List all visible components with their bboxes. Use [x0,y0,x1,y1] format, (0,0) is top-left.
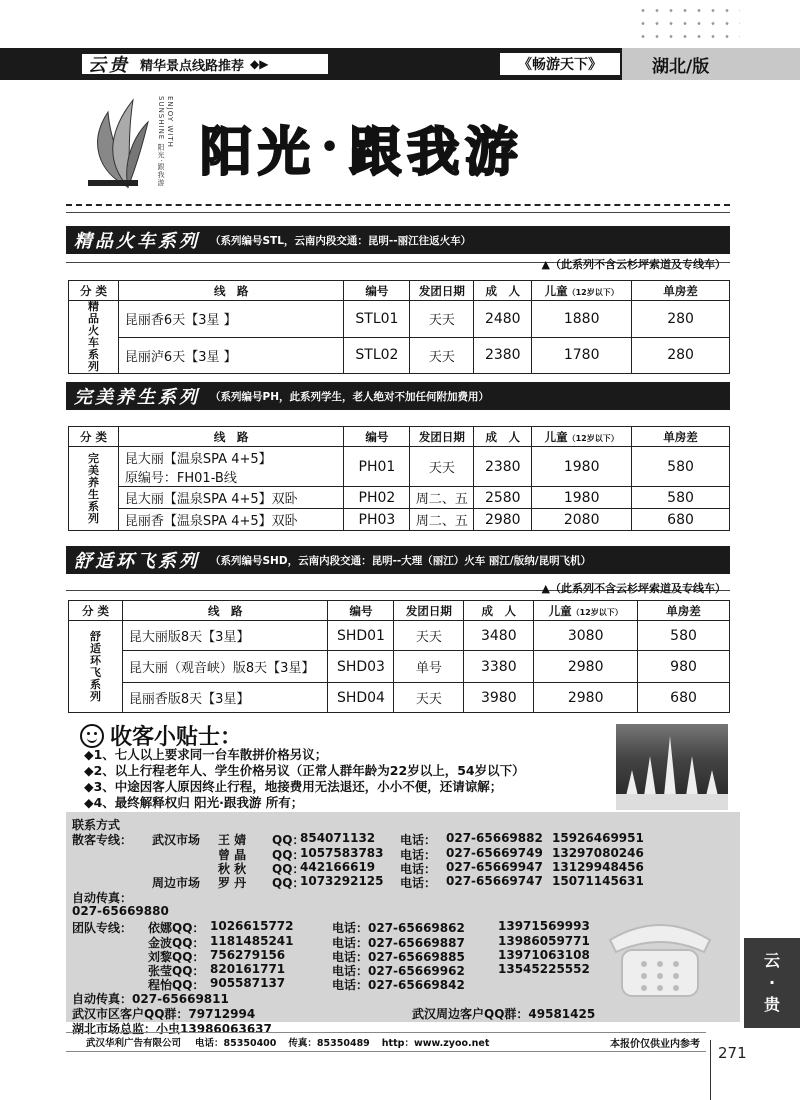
date-cell: 周二、五 [410,487,474,509]
adult-price: 3480 [464,621,534,651]
city-qq-group: 武汉市区客户QQ群：79712994 [72,1007,256,1021]
child-price: 1780 [532,337,632,374]
child-price: 2980 [534,683,638,713]
slogan-part-b: 跟我游 [349,121,524,183]
col-route: 线 路 [118,427,344,447]
team-qq: 756279156 [210,948,286,962]
child-price: 1880 [532,301,632,338]
col-code: 编号 [328,601,394,621]
section-desc: （系列编号PH，此系列学生，老人绝对不加任何附加费用） [210,390,489,403]
team-qq: 1026615772 [210,919,294,933]
brand-logo: 云贵 [88,55,130,76]
pagoda-spire [644,756,656,796]
flight-table [68,600,730,713]
code-cell: PH02 [344,487,410,509]
child-price: 3080 [534,621,638,651]
pagoda-base [616,794,728,810]
pagoda-spire [664,736,676,796]
brand-box [80,52,330,76]
agent-mobile: 15926469951 [552,831,644,845]
slogan-dot: • [320,129,346,165]
col-adult: 成 人 [464,601,534,621]
edition-label: 湖北/版 [622,48,800,80]
tip-item: ◆3、中途因客人原因终止行程，地接费用无法退还，小小不便，还请谅解； [84,779,503,794]
team-label: 团队专线： [72,921,133,935]
agent-mobile: 15071145631 [552,874,644,888]
magazine-title: 《畅游天下》 [500,53,620,75]
code-cell: SHD04 [328,683,394,713]
team-tel: 电话：027-65669862 [332,921,465,935]
wellness-table [68,426,730,531]
child-price: 2980 [534,651,638,683]
code-cell: STL01 [344,301,410,338]
route-cell: 昆大丽（观音峡）版8天【3星】 [122,651,328,683]
date-cell: 天天 [394,621,464,651]
team-agent: 刘黎QQ： [148,950,205,964]
tel-label: 电话： [400,848,437,862]
single-supplement: 680 [632,509,730,531]
footer [66,1032,706,1052]
date-cell: 单号 [394,651,464,683]
qq-label: QQ： [272,848,305,862]
col-adult: 成 人 [474,427,532,447]
section-name: 完美养生系列 [74,387,200,408]
col-date: 发团日期 [410,427,474,447]
brand-tagline: 精华景点线路推荐 [140,58,245,74]
col-category: 分 类 [69,281,119,301]
agent-qq: 854071132 [300,831,376,845]
brand-vertical-text: ENJOY WITH SUNSHINE 阳光·跟我游 [157,96,174,187]
slogan-title [200,112,730,182]
col-adult: 成 人 [474,281,532,301]
adult-price: 2980 [474,509,532,531]
child-price: 2080 [532,509,632,531]
side-tab-b: 贵 [763,995,780,1014]
date-cell: 天天 [410,337,474,374]
adult-price: 2580 [474,487,532,509]
category-cell: 舒适环飞系列 [69,621,123,713]
single-supplement: 980 [638,651,730,683]
periph-qq-group: 武汉周边客户QQ群：49581425 [412,1007,596,1021]
qq-label: QQ： [272,862,305,876]
agent-name: 秋 秋 [218,862,247,876]
adult-price: 2480 [474,301,532,338]
team-mobile: 13986059771 [498,934,590,948]
section-name: 精品火车系列 [74,231,200,252]
route-cell: 昆丽香【温泉SPA 4+5】双卧 [118,509,344,531]
retail-label: 散客专线： [72,833,133,847]
side-tab [744,938,800,1028]
telephone-icon [600,910,720,1000]
side-tab-dot: · [768,973,776,992]
smiley-icon [80,724,104,748]
tip-item: ◆4、最终解释权归 阳光·跟我游 所有； [84,795,304,810]
team-agent: 金波QQ： [148,936,205,950]
qq-label: QQ： [272,876,305,890]
team-tel: 电话：027-65669842 [332,978,465,992]
agent-qq: 1057583783 [300,846,384,860]
col-code: 编号 [344,281,410,301]
agent-tel: 027-65669749 [446,846,543,860]
divider [710,1040,711,1100]
route-cell: 昆大丽【温泉SPA 4+5】 原编号：FH01-B线 [118,447,344,487]
section-desc: （系列编号SHD，云南内段交通：昆明--大理（丽江）火车 丽江/版纳/昆明飞机） [210,554,592,567]
route-cell: 昆大丽版8天【3星】 [122,621,328,651]
tip-item: ◆1、七人以上要求同一台车散拼价格另议； [84,747,328,762]
single-supplement: 580 [632,447,730,487]
category-cell: 完美养生系列 [69,447,119,531]
wuhan-market-label: 武汉市场 [152,833,201,847]
team-agent: 张莹QQ： [148,964,205,978]
child-price: 1980 [532,447,632,487]
agent-tel: 027-65669882 [446,831,543,845]
section-header-train [66,226,730,254]
single-supplement: 280 [632,337,730,374]
col-child: 儿童（12岁以下） [532,427,632,447]
col-child: 儿童（12岁以下） [532,281,632,301]
col-route: 线 路 [122,601,328,621]
code-cell: PH03 [344,509,410,531]
slogan-part-a: 阳光 [200,121,317,183]
section-header-wellness [66,382,730,410]
col-single: 单房差 [632,281,730,301]
team-mobile: 13971569993 [498,919,590,933]
qq-label: QQ： [272,833,305,847]
adult-price: 3380 [464,651,534,683]
agent-qq: 1073292125 [300,874,384,888]
agent-name: 罗 丹 [218,876,247,890]
fax-label: 自动传真：027-65669811 [72,992,229,1006]
team-tel: 电话：027-65669962 [332,964,465,978]
section-note: ▲（此系列不含云杉坪索道及专线车） [541,258,726,271]
child-price: 1980 [532,487,632,509]
col-child: 儿童（12岁以下） [534,601,638,621]
agent-name: 曾 晶 [218,848,247,862]
footer-web: http：www.zyoo.net [381,1038,490,1049]
category-cell: 精品火车系列 [69,301,119,374]
diamond-arrow-icon: ◆▶ [250,57,269,71]
team-agent: 程怡QQ： [148,978,205,992]
code-cell: SHD03 [328,651,394,683]
team-agent: 依娜QQ： [148,921,205,935]
date-cell: 天天 [394,683,464,713]
tel-label: 电话： [400,833,437,847]
fax-label: 自动传真： [72,891,133,905]
col-single: 单房差 [632,427,730,447]
team-mobile: 13545225552 [498,962,590,976]
team-tel: 电话：027-65669887 [332,936,465,950]
fax-number: 027-65669811 [132,992,229,1006]
team-tel: 电话：027-65669885 [332,950,465,964]
date-cell: 周二、五 [410,509,474,531]
agent-mobile: 13297080246 [552,846,644,860]
section-name: 舒适环飞系列 [74,551,200,572]
route-cell: 昆丽香6天【3星 】 [118,301,344,338]
section-note: ▲（此系列不含云杉坪索道及专线车） [541,582,726,595]
route-cell: 昆丽泸6天【3星 】 [118,337,344,374]
col-category: 分 类 [69,427,119,447]
footer-fax: 传真：85350489 [288,1038,370,1049]
tips-title-text: 收客小贴士： [110,725,243,750]
code-cell: PH01 [344,447,410,487]
route-cell: 昆大丽【温泉SPA 4+5】双卧 [118,487,344,509]
adult-price: 2380 [474,337,532,374]
section-header-flight [66,546,730,574]
contact-title: 联系方式 [72,818,121,832]
train-table [68,280,730,374]
single-supplement: 680 [638,683,730,713]
section-desc: （系列编号STL，云南内段交通：昆明--丽江往返火车） [210,234,472,247]
dot-pattern-decoration [636,4,740,42]
col-code: 编号 [344,427,410,447]
fax-number: 027-65669880 [72,904,169,918]
team-mobile: 13971063108 [498,948,590,962]
date-cell: 天天 [410,301,474,338]
adult-price: 3980 [464,683,534,713]
col-route: 线 路 [118,281,344,301]
adult-price: 2380 [474,447,532,487]
single-supplement: 580 [638,621,730,651]
agent-name: 王 婧 [218,833,247,847]
code-cell: STL02 [344,337,410,374]
date-cell: 天天 [410,447,474,487]
team-qq: 905587137 [210,976,286,990]
team-qq: 1181485241 [210,934,294,948]
agent-mobile: 13129948456 [552,860,644,874]
pagoda-spire [686,756,698,796]
divider [66,204,730,206]
team-qq: 820161771 [210,962,286,976]
side-tab-a: 云 [763,951,780,970]
page-number: 271 [718,1044,747,1062]
pagoda-spire [626,770,638,796]
footer-tel: 电话：85350400 [195,1038,277,1049]
divider [66,212,730,213]
footer-company: 武汉华利广告有限公司 [86,1038,182,1049]
agent-tel: 027-65669947 [446,860,543,874]
code-cell: SHD01 [328,621,394,651]
single-supplement: 580 [632,487,730,509]
agent-tel: 027-65669747 [446,874,543,888]
pagoda-spire [706,770,718,796]
pagoda-photo [616,724,728,810]
market-manager: 湖北市场总监：小虫13986063637 [72,1022,272,1036]
tel-label: 电话： [400,862,437,876]
tip-item: ◆2、以上行程老年人、学生价格另议（正常人群年龄为22岁以上，54岁以下） [84,763,525,778]
tips-list [84,747,624,811]
col-date: 发团日期 [394,601,464,621]
periph-market-label: 周边市场 [152,876,201,890]
col-single: 单房差 [638,601,730,621]
single-supplement: 280 [632,301,730,338]
tel-label: 电话： [400,876,437,890]
col-date: 发团日期 [410,281,474,301]
col-category: 分 类 [69,601,123,621]
agent-qq: 442166619 [300,860,376,874]
footer-disclaimer: 本报价仅供业内参考 [610,1038,700,1050]
route-cell: 昆丽香版8天【3星】 [122,683,328,713]
